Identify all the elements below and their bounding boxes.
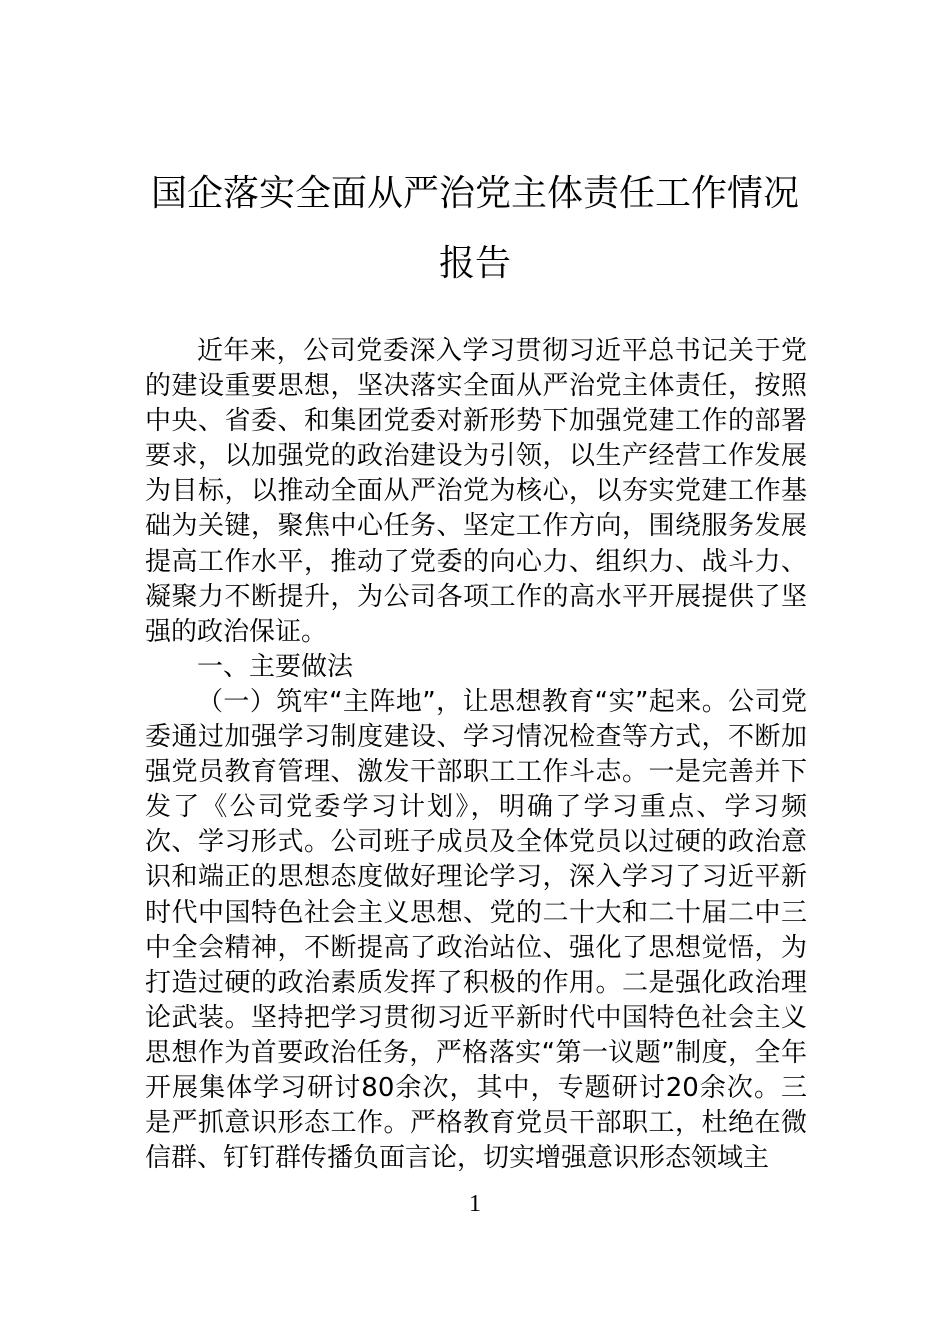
page-number: 1 xyxy=(469,1191,481,1217)
section-heading: 一、主要做法 xyxy=(197,651,354,682)
intro-paragraph: 近年来，公司党委深入学习贯彻习近平总书记关于党的建设重要思想，坚决落实全面从严治党主体责任，按照中央、省委、和集团党委对新形势下加强党建工作的部署要求，以加强党的政治建设为引领，以生产经营工作发展为目标，以推动全面从严治党为核心，以夯实党建工作基础为关键，聚焦中心任务、坚定工作方向，围绕服务发展提高工作水平，推动了党委的向心力、组织力、战斗力、凝聚力不断提升，为公司各项工作的高水平开展提供了坚强的政治保证。 xyxy=(145,336,807,647)
document-title-line-2: 报告 xyxy=(438,243,511,284)
document-body xyxy=(145,334,807,1176)
document-title-line-1: 国企落实全面从严治党主体责任工作情况 xyxy=(150,173,799,214)
body-paragraph: （一）筑牢“主阵地”，让思想教育“实”起来。公司党委通过加强学习制度建设、学习情况检查等方式，不断加强党员教育管理、激发干部职工工作斗志。一是完善并下发了《公司党委学习计划》，明确了学习重点、学习频次、学习形式。公司班子成员及全体党员以过硬的政治意识和端正的思想态度做好理论学习，深入学习了习近平新时代中国特色社会主义思想、党的二十大和二十届二中三中全会精神，不断提高了政治站位、强化了思想觉悟，为打造过硬的政治素质发挥了积极的作用。二是强化政治理论武装。坚持把学习贯彻习近平新时代中国特色社会主义思想作为首要政治任务，严格落实“第一议题”制度，全年开展集体学习研讨80余次，其中，专题研讨20余次。三是严抓意识形态工作。严格教育党员干部职工，杜绝在微信群、钉钉群传播负面言论，切实增强意识形态领域主 xyxy=(145,686,807,1174)
